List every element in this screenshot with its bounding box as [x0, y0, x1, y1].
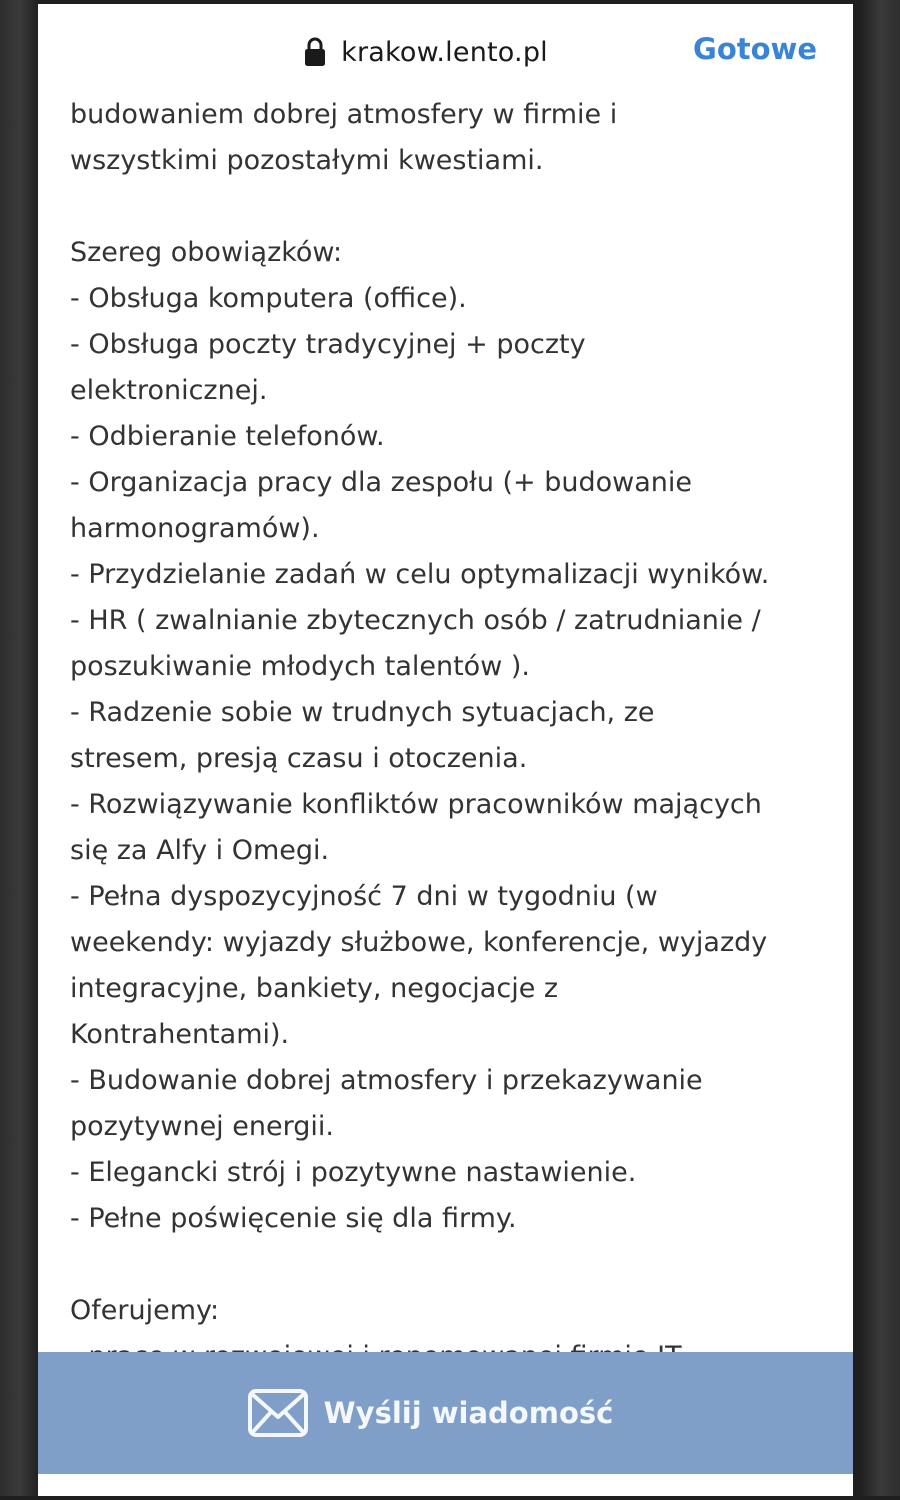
lock-icon	[303, 36, 327, 68]
send-message-label: Wyślij wiadomość	[323, 1396, 614, 1430]
envelope-icon	[248, 1389, 308, 1437]
duty-line: - Rozwiązywanie konfliktów pracowników mających	[70, 789, 762, 820]
duty-line: się za Alfy i Omegi.	[70, 835, 330, 866]
duty-line: pozytywnej energii.	[70, 1111, 334, 1142]
duty-line: weekendy: wyjazdy służbowe, konferencje, wyjazdy	[70, 927, 768, 958]
duties-section	[70, 230, 840, 1242]
duty-line: - Radzenie sobie w trudnych sytuacjach, ze	[70, 697, 655, 728]
duty-line: - Przydzielanie zadań w celu optymalizacji wyników.	[70, 559, 770, 590]
duty-line: - HR ( zwalnianie zbytecznych osób / zatrudnianie /	[70, 605, 761, 636]
send-message-button[interactable]	[38, 1352, 853, 1474]
duty-line: - Elegancki strój i pozytywne nastawienie.	[70, 1157, 637, 1188]
duty-line: harmonogramów).	[70, 513, 320, 544]
send-button-content	[248, 1389, 614, 1437]
browser-sheet	[38, 4, 853, 1500]
spacer	[70, 184, 840, 230]
intro-paragraph	[70, 92, 840, 184]
duty-line: stresem, presją czasu i otoczenia.	[70, 743, 528, 774]
offer-heading: Oferujemy:	[70, 1295, 220, 1326]
duty-line: - Organizacja pracy dla zespołu (+ budowanie	[70, 467, 693, 498]
browser-top-bar	[38, 4, 853, 92]
duty-line: poszukiwanie młodych talentów ).	[70, 651, 530, 682]
page-content	[70, 92, 840, 1354]
screen-bottom-edge	[0, 1496, 900, 1500]
spacer	[70, 1242, 840, 1288]
url-display	[303, 36, 548, 68]
duty-line: integracyjne, bankiety, negocjacje z	[70, 973, 559, 1004]
duty-line: - Odbieranie telefonów.	[70, 421, 385, 452]
text-line: wszystkimi pozostałymi kwestiami.	[70, 145, 544, 176]
done-button[interactable]: Gotowe	[693, 32, 817, 66]
duties-heading: Szereg obowiązków:	[70, 237, 343, 268]
duty-line: - Obsługa poczty tradycyjnej + poczty	[70, 329, 586, 360]
duty-line: - Obsługa komputera (office).	[70, 283, 467, 314]
url-text: krakow.lento.pl	[341, 36, 548, 68]
duty-line: elektronicznej.	[70, 375, 268, 406]
duty-line: - Budowanie dobrej atmosfery i przekazywanie	[70, 1065, 703, 1096]
duty-line: - Pełne poświęcenie się dla firmy.	[70, 1203, 517, 1234]
duty-line: Kontrahentami).	[70, 1019, 290, 1050]
duty-line: - Pełna dyspozycyjność 7 dni w tygodniu (w	[70, 881, 658, 912]
text-line: budowaniem dobrej atmosfery w firmie i	[70, 99, 618, 130]
